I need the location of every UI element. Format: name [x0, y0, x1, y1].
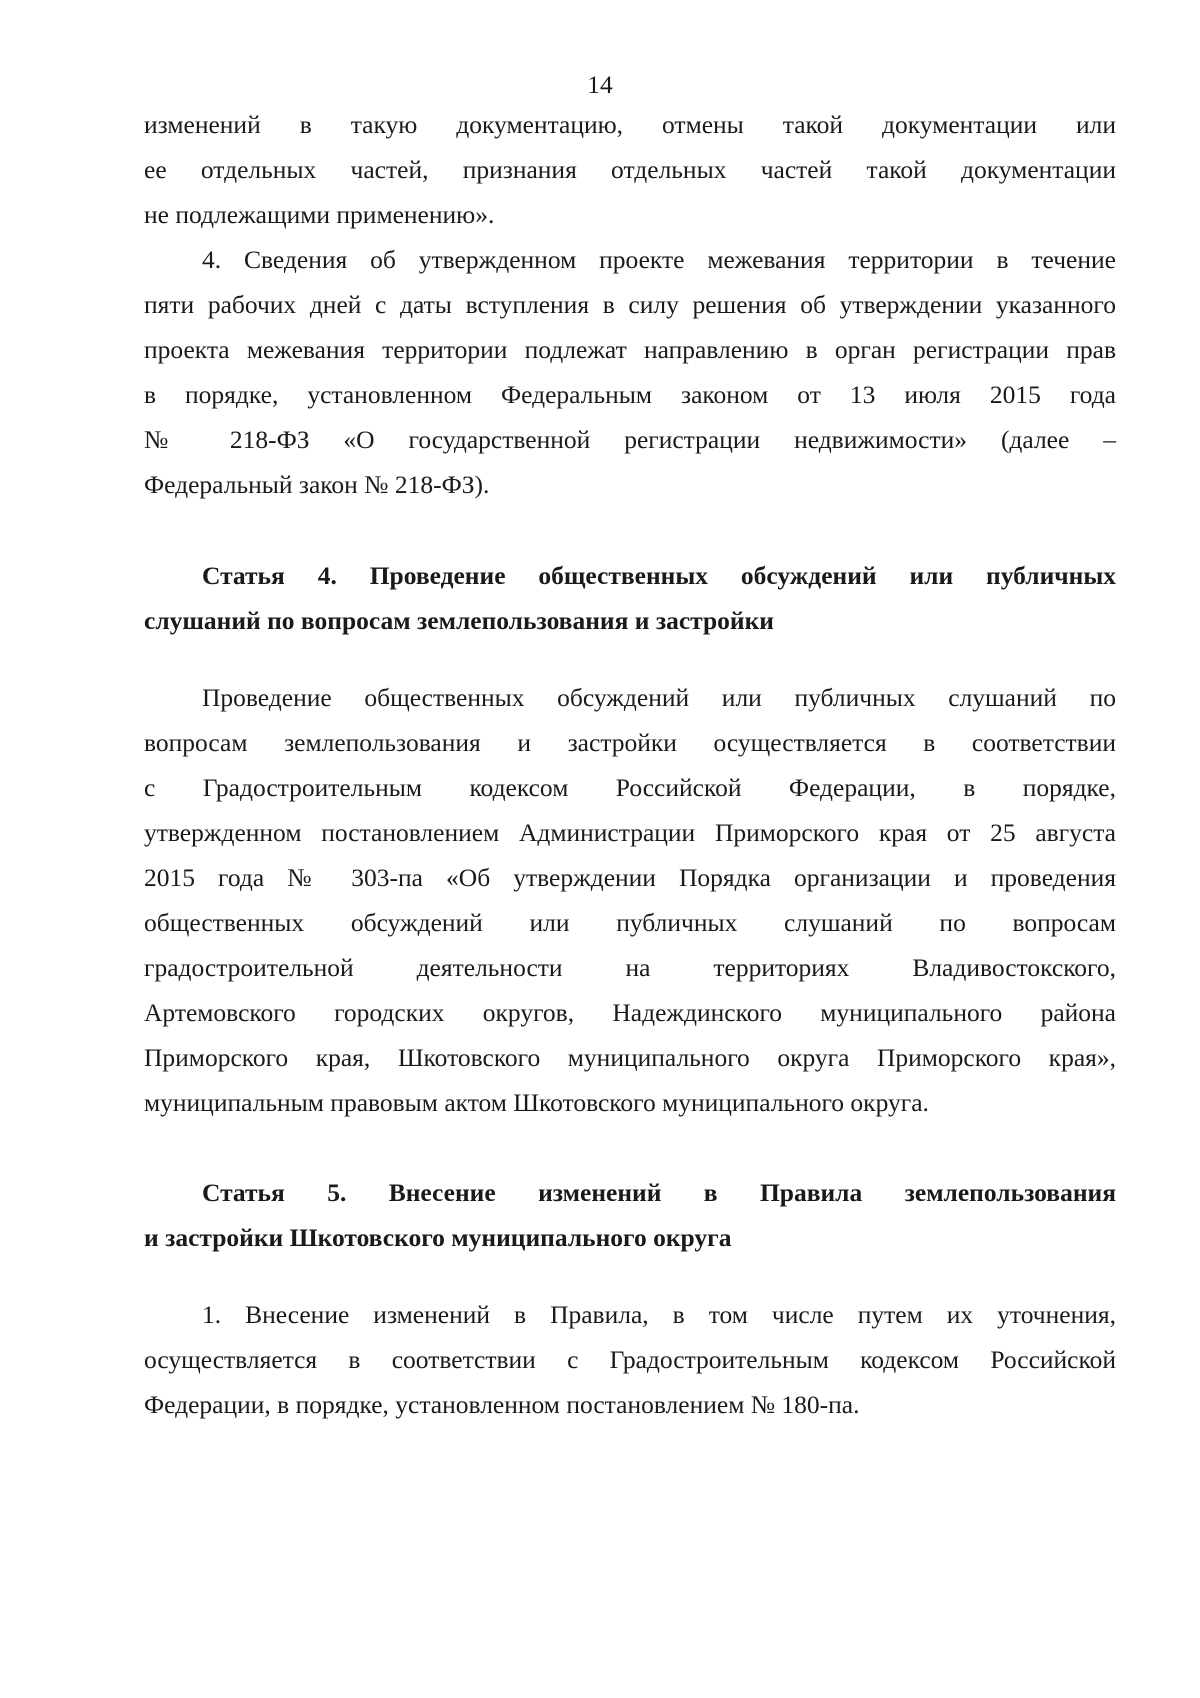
text-line: Проведение общественных обсуждений или публичных слушаний по: [202, 683, 1116, 712]
text-line: градостроительной деятельности на территориях Владивостокского,: [144, 953, 1116, 982]
text-line: Федерации, в порядке, установленном постановлением № 180-па.: [144, 1390, 860, 1419]
text-line: общественных обсуждений или публичных слушаний по вопросам: [144, 908, 1116, 937]
article-heading: Статья 5. Внесение изменений в Правила землепользования: [202, 1178, 1116, 1207]
text-line: проекта межевания территории подлежат направлению в орган регистрации прав: [144, 335, 1116, 364]
text-line: вопросам землепользования и застройки осуществляется в соответствии: [144, 728, 1116, 757]
text-line: 4. Сведения об утвержденном проекте межевания территории в течение: [202, 245, 1116, 274]
article-heading: Статья 4. Проведение общественных обсуждений или публичных: [202, 561, 1116, 590]
text-line: с Градостроительным кодексом Российской Федерации, в порядке,: [144, 773, 1116, 802]
text-line: пяти рабочих дней с даты вступления в силу решения об утверждении указанного: [144, 290, 1116, 319]
text-line: утвержденном постановлением Администрации Приморского края от 25 августа: [144, 818, 1116, 847]
article-heading: и застройки Шкотовского муниципального округа: [144, 1223, 732, 1252]
page-number: 14: [587, 70, 613, 99]
text-line: осуществляется в соответствии с Градостроительным кодексом Российской: [144, 1345, 1116, 1374]
text-line: изменений в такую документацию, отмены такой документации или: [144, 110, 1116, 139]
text-line: 2015 года № 303-па «Об утверждении Порядка организации и проведения: [144, 863, 1116, 892]
text-line: Приморского края, Шкотовского муниципального округа Приморского края»,: [144, 1043, 1116, 1072]
text-line: № 218-ФЗ «О государственной регистрации недвижимости» (далее –: [144, 425, 1116, 454]
article-heading: слушаний по вопросам землепользования и застройки: [144, 606, 774, 635]
text-line: 1. Внесение изменений в Правила, в том числе путем их уточнения,: [202, 1300, 1116, 1329]
text-line: не подлежащими применению».: [144, 200, 495, 229]
text-line: Федеральный закон № 218-ФЗ).: [144, 470, 490, 499]
text-line: Артемовского городских округов, Надеждинского муниципального района: [144, 998, 1116, 1027]
text-line: в порядке, установленном Федеральным законом от 13 июля 2015 года: [144, 380, 1116, 409]
text-line: муниципальным правовым актом Шкотовского муниципального округа.: [144, 1088, 929, 1117]
text-line: ее отдельных частей, признания отдельных частей такой документации: [144, 155, 1116, 184]
